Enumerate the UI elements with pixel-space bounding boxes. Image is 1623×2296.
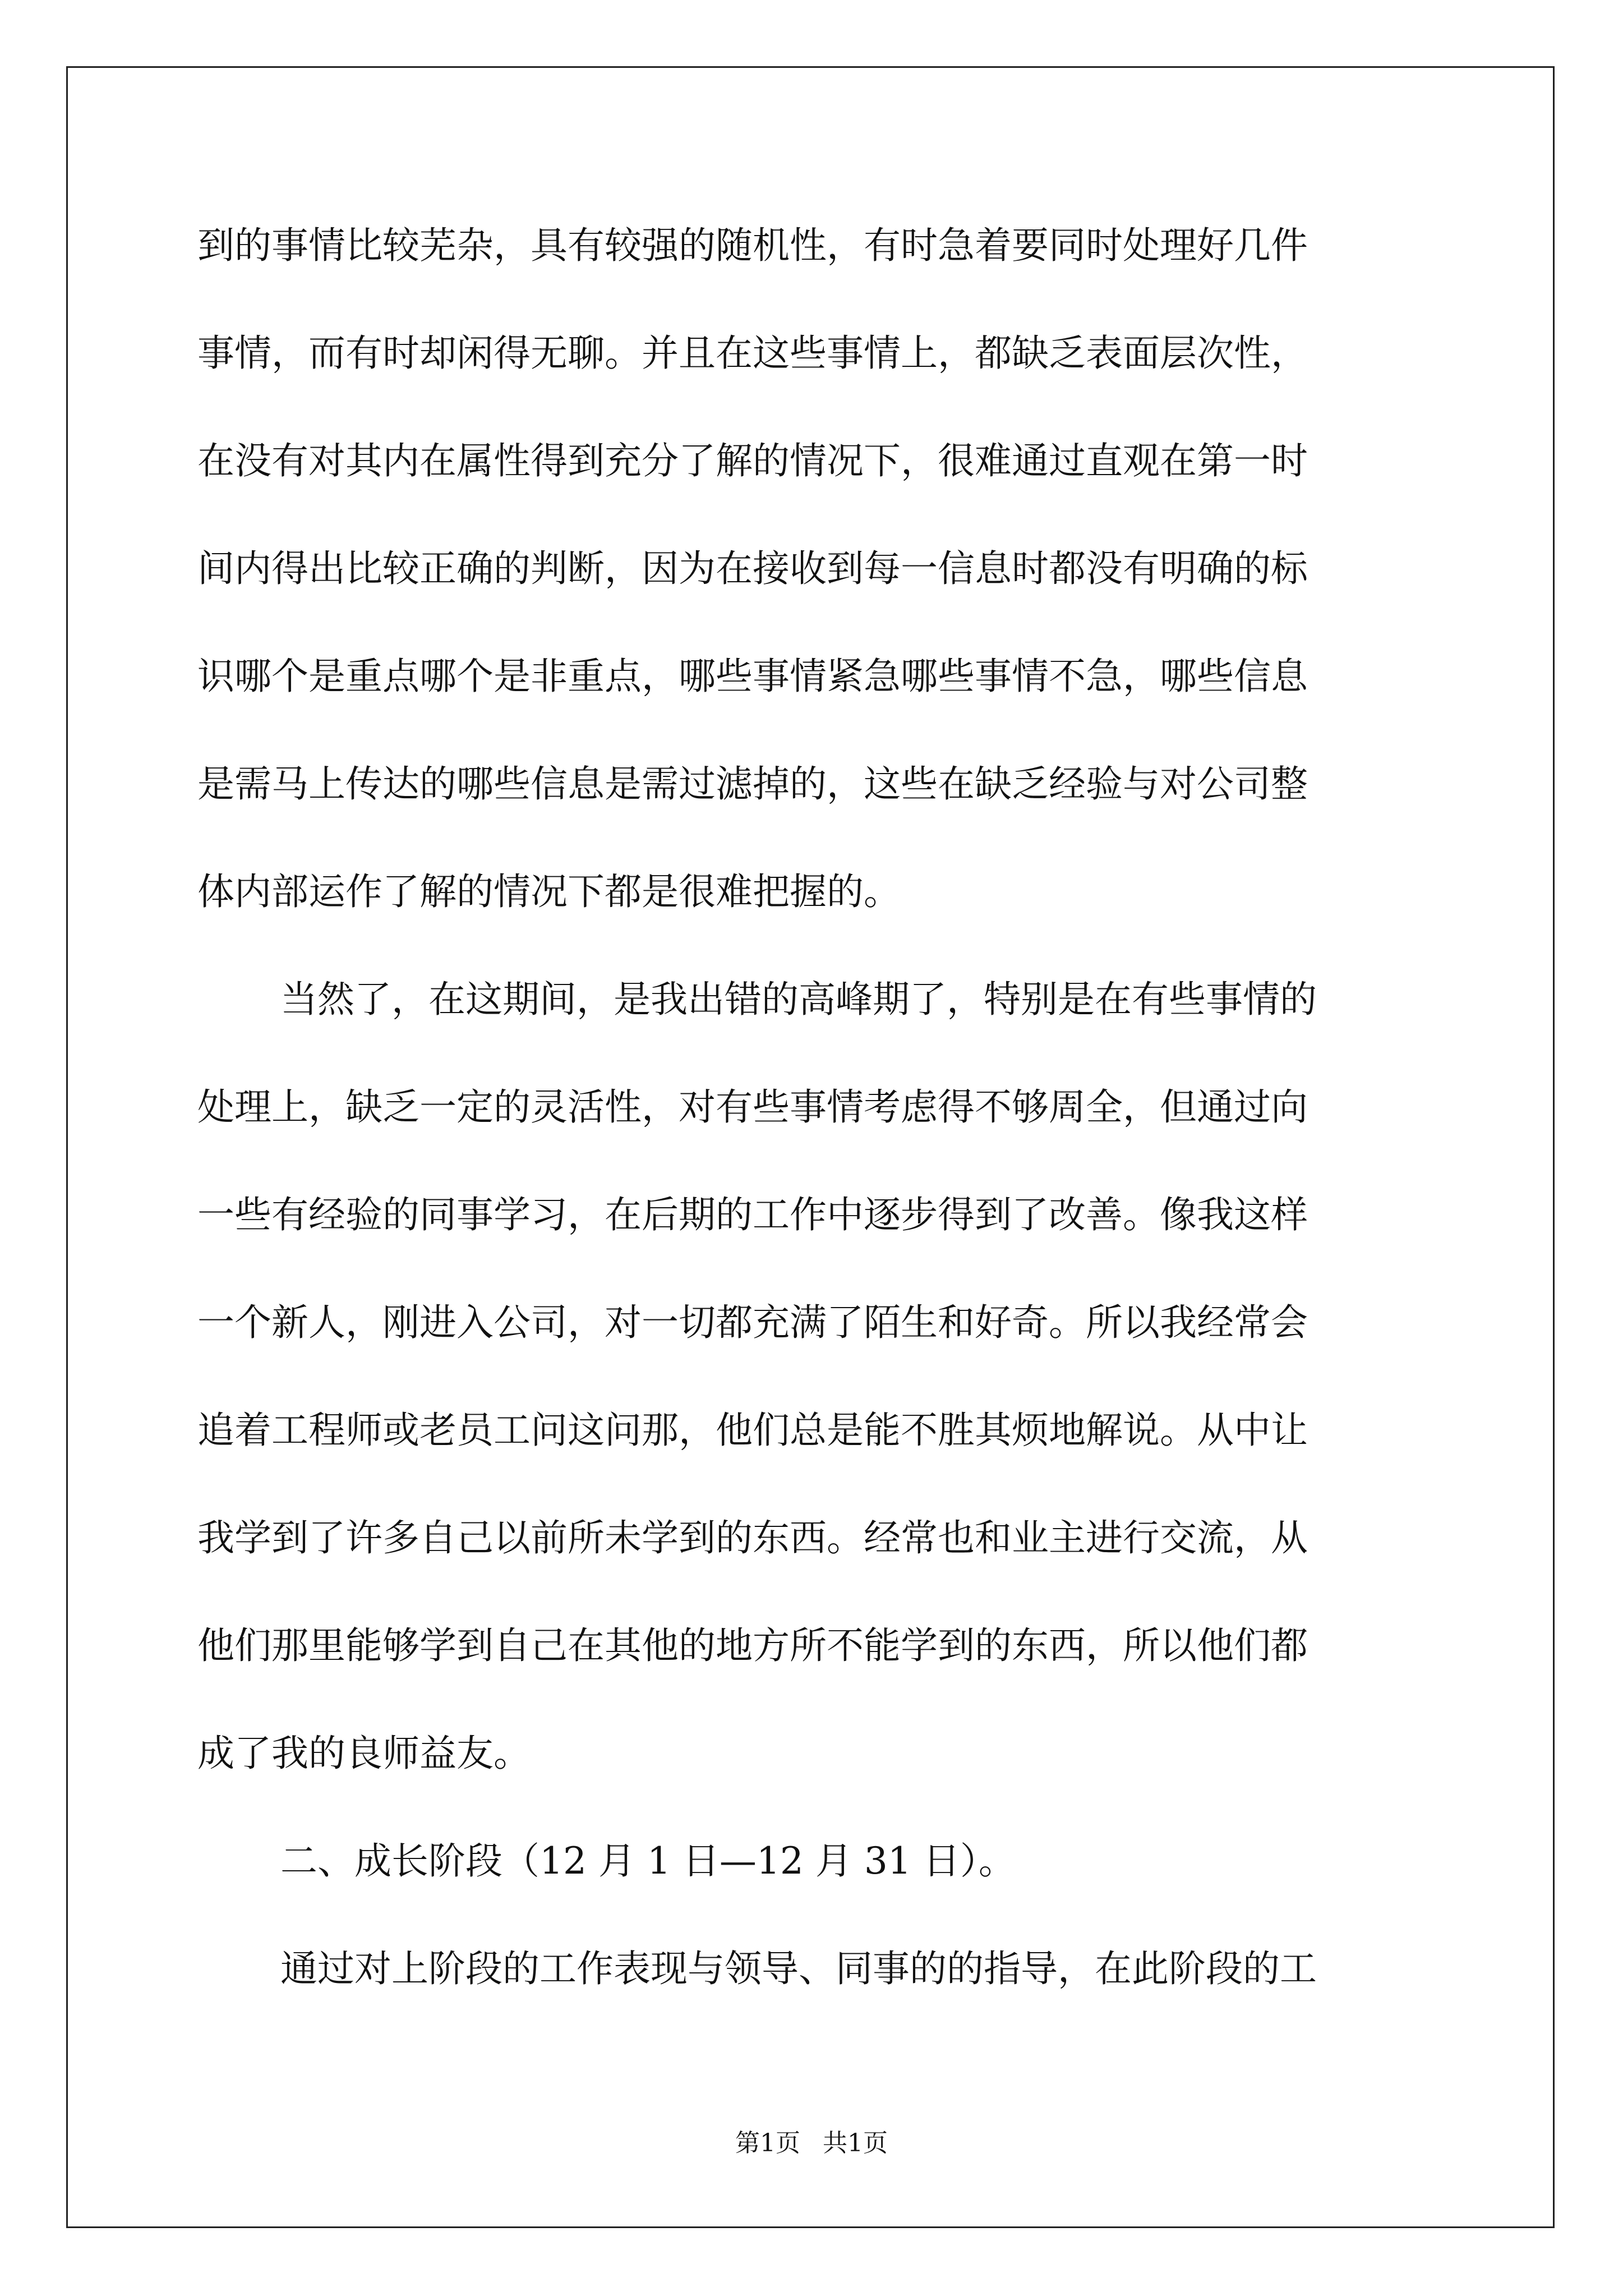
page-border [66,66,1555,2228]
page-footer [0,2131,1623,2156]
page-total: 共1页 [823,2129,888,2157]
page-number: 第1页 [735,2129,800,2157]
